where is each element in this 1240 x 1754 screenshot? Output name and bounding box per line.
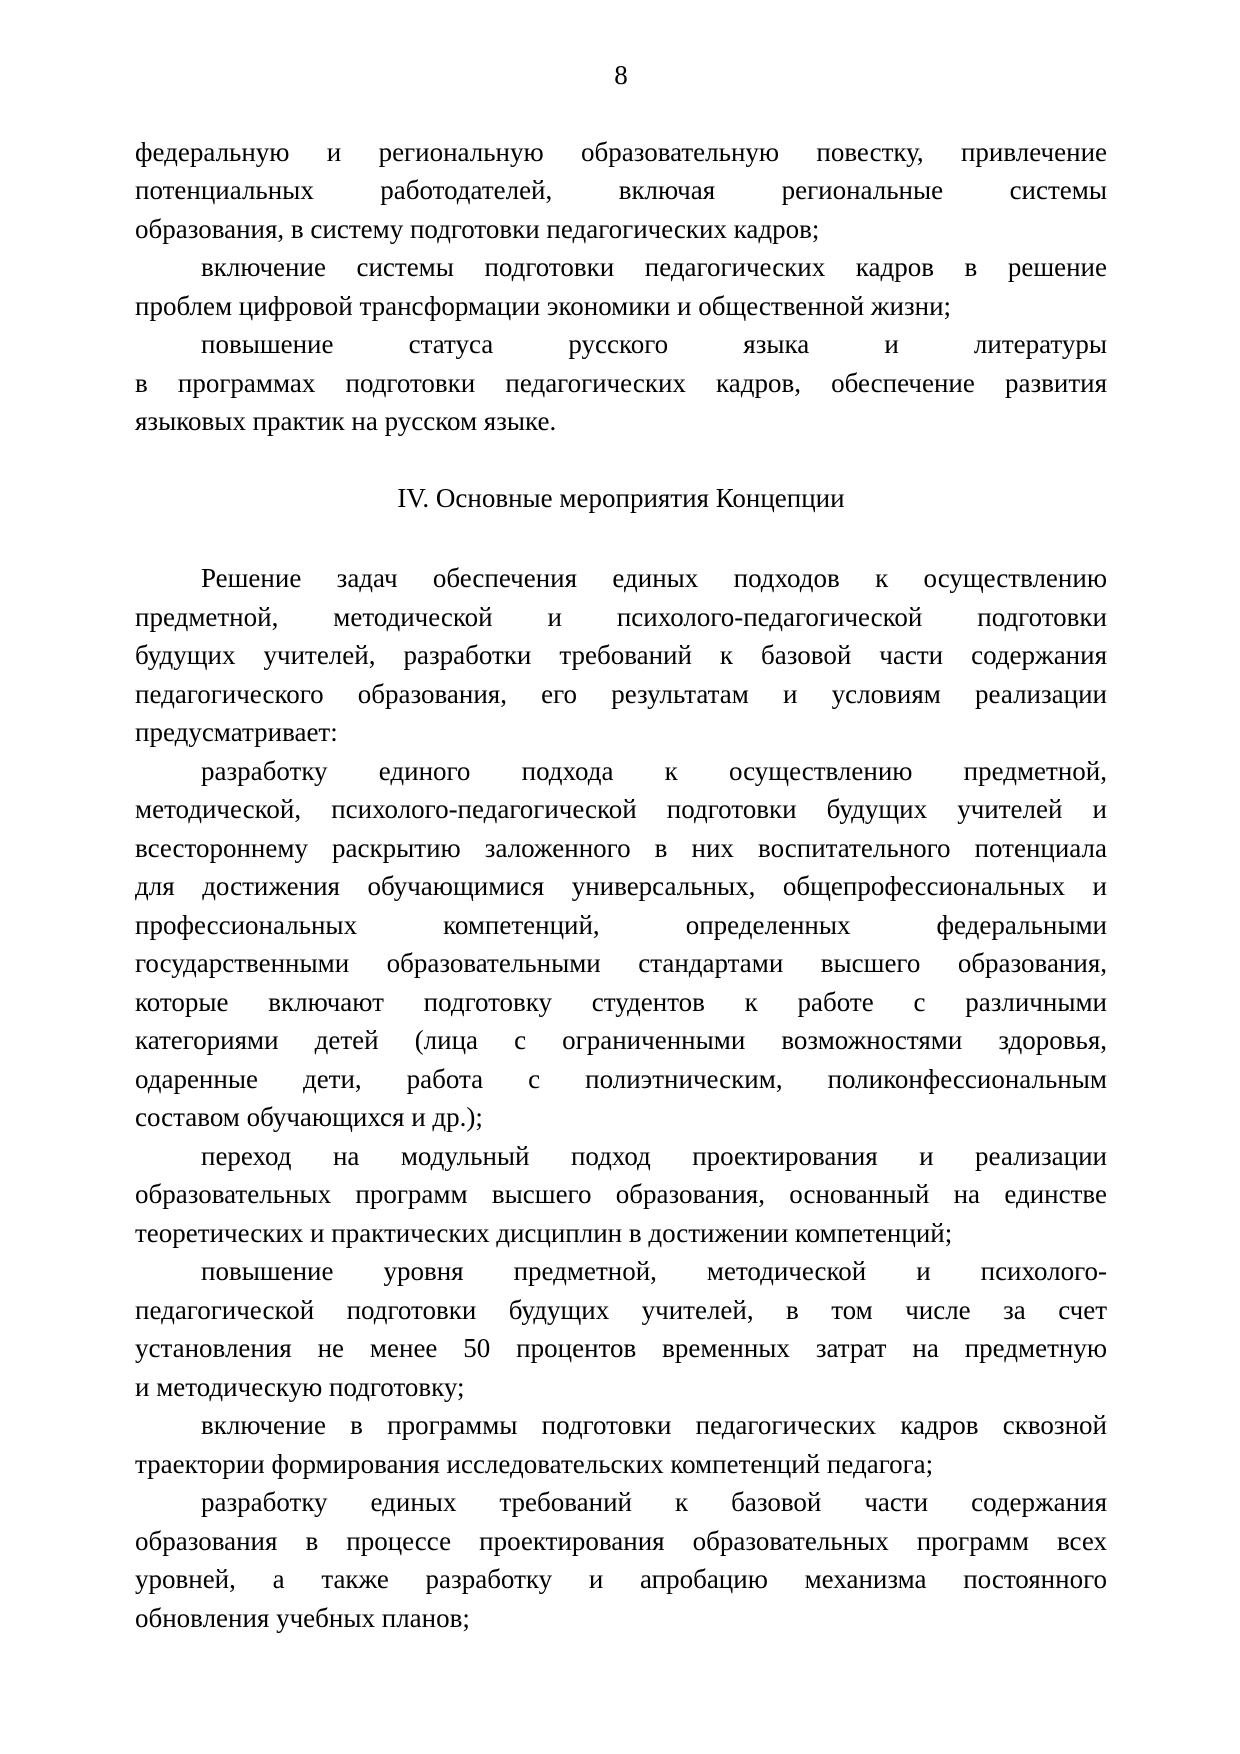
text-line: Решение задач обеспечения единых подходов к осуществлению (201, 563, 1107, 593)
text-line: включение системы подготовки педагогических кадров в решение (201, 252, 1107, 282)
paragraph (135, 248, 1107, 325)
page-number: 8 (614, 60, 628, 90)
text-line: федеральную и региональную образовательную повестку, привлечение (135, 136, 1107, 167)
paragraph (135, 1252, 1107, 1406)
text-line: проблем цифровой трансформации экономики и общественной жизни; (135, 290, 952, 321)
text-line: всестороннему раскрытию заложенного в них воспитательного потенциала (135, 832, 1107, 863)
section-heading: IV. Основные мероприятия Концепции (397, 482, 845, 513)
text-line: включение в программы подготовки педагогических кадров сквозной (201, 1410, 1107, 1440)
text-column (135, 133, 1107, 1638)
text-line: повышение статуса русского языка и литературы (201, 329, 1107, 359)
text-line: составом обучающихся и др.); (135, 1102, 483, 1132)
paragraph (135, 752, 1107, 1137)
text-line: одаренные дети, работа с полиэтническим, поликонфессиональным (135, 1063, 1107, 1094)
text-line: повышение уровня предметной, методической и психолого- (201, 1256, 1107, 1286)
text-line: категориями детей (лица с ограниченными возможностями здоровья, (135, 1025, 1107, 1055)
text-line: в программах подготовки педагогических кадров, обеспечение развития (135, 367, 1107, 398)
text-line: установления не менее 50 процентов временных затрат на предметную (135, 1333, 1107, 1363)
text-line: обновления учебных планов; (135, 1602, 470, 1633)
text-line: траектории формирования исследовательских компетенций педагога; (135, 1448, 934, 1479)
text-line: образовательных программ высшего образования, основанный на единстве (135, 1179, 1107, 1209)
text-line: образования, в систему подготовки педагогических кадров; (135, 213, 820, 244)
text-line: разработку единых требований к базовой части содержания (201, 1487, 1107, 1517)
text-line: педагогической подготовки будущих учителей, в том числе за счет (135, 1294, 1107, 1325)
text-line: образования в процессе проектирования образовательных программ всех (135, 1525, 1107, 1556)
text-line: педагогического образования, его результатам и условиям реализации (135, 678, 1107, 709)
paragraph (135, 1483, 1107, 1637)
paragraph (135, 133, 1107, 249)
text-line: государственными образовательными стандартами высшего образования, (135, 948, 1107, 978)
text-line: языковых практик на русском языке. (135, 406, 557, 436)
text-line: уровней, а также разработку и апробацию механизма постоянного (135, 1564, 1107, 1594)
text-line: будущих учителей, разработки требований к базовой части содержания (135, 640, 1107, 670)
text-line: и методическую подготовку; (135, 1371, 465, 1402)
text-line: теоретических и практических дисциплин в достижении компетенций; (135, 1217, 953, 1248)
text-line: разработку единого подхода к осуществлению предметной, (201, 755, 1107, 786)
text-line: профессиональных компетенций, определенных федеральными (135, 909, 1107, 940)
text-line: переход на модульный подход проектирования и реализации (201, 1140, 1107, 1171)
text-line: которые включают подготовку студентов к работе с различными (135, 986, 1107, 1017)
text-line: методической, психолого-педагогической подготовки будущих учителей и (135, 794, 1107, 824)
paragraph (135, 325, 1107, 441)
text-line: предметной, методической и психолого-педагогической подготовки (135, 601, 1107, 632)
text-line: предусматривает: (135, 717, 338, 747)
text-line: потенциальных работодателей, включая региональные системы (135, 175, 1107, 205)
paragraph (135, 1137, 1107, 1253)
text-line: для достижения обучающимися универсальных, общепрофессиональных и (135, 871, 1107, 901)
paragraph (135, 1406, 1107, 1483)
paragraph (135, 559, 1107, 752)
